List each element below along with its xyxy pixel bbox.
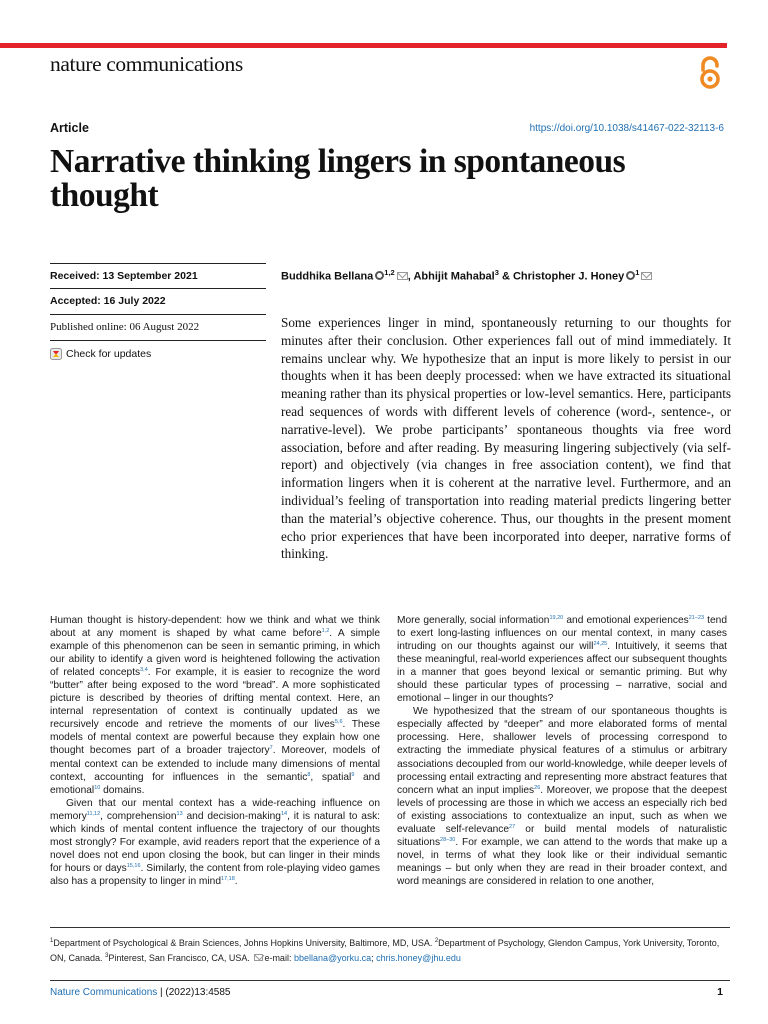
affiliation-text: Department of Psychological & Brain Sciences, Johns Hopkins University, Baltimore, MD, USA. bbox=[53, 938, 435, 948]
body-text: . For example, we can attend to the words that make up a novel, in terms of what they look like or their individual semantic meanings – but only when they are read in their broader context, and word meanings are considered in relation to one another, bbox=[397, 836, 727, 887]
body-text: or build mental models of naturalistic situations bbox=[397, 823, 727, 848]
citation-ref[interactable]: 28–30 bbox=[440, 836, 456, 843]
affiliation-ref: 1 bbox=[635, 268, 640, 277]
divider bbox=[50, 263, 266, 264]
email-link[interactable]: bbellana@yorku.ca bbox=[293, 953, 372, 963]
citation-ref[interactable]: 11,12 bbox=[86, 810, 101, 817]
body-text: . Similarly, the content from role-playing video games also has a propensity to linger in mind bbox=[50, 862, 380, 887]
author-name[interactable]: Abhijit Mahabal bbox=[413, 270, 495, 283]
email-icon bbox=[254, 954, 263, 961]
citation-ref[interactable]: 9 bbox=[351, 771, 355, 778]
check-for-updates-button[interactable] bbox=[50, 348, 266, 360]
citation-ref[interactable]: 13 bbox=[176, 810, 183, 817]
citation-ref[interactable]: 3,4 bbox=[140, 667, 148, 674]
body-text: Given that our mental context has a wide-reaching influence on memory bbox=[50, 797, 380, 822]
body-text: . These models of mental context are powerful because they explain how one thought becomes part of a broader trajectory bbox=[50, 719, 381, 757]
body-paragraph bbox=[397, 614, 727, 705]
body-text: More generally, social information bbox=[397, 615, 550, 626]
footer-volume: | (2022)13:4585 bbox=[157, 987, 231, 998]
body-text: Human thought is history-dependent: how we think and what we think about at any moment is shaped by what came before bbox=[50, 615, 380, 640]
body-text: , spatial bbox=[310, 771, 352, 783]
accepted-date: Accepted: 16 July 2022 bbox=[50, 295, 166, 307]
affiliation-number: 1 bbox=[50, 938, 54, 944]
affiliation-number: 2 bbox=[434, 938, 439, 944]
email-separator: ; bbox=[371, 953, 377, 963]
body-text: , it is natural to ask: which kinds of mental content influence the trajectory of our thoughts most strongly? For example, avid readers report that the experience of a novel does not end upon closing the book, but can linger in their minds for hours or days bbox=[50, 810, 380, 874]
check-updates-icon bbox=[50, 348, 62, 360]
top-accent-bar bbox=[0, 43, 727, 48]
orcid-icon[interactable] bbox=[626, 271, 635, 280]
citation-ref[interactable]: 26 bbox=[534, 784, 541, 791]
check-updates-label: Check for updates bbox=[66, 348, 152, 360]
affiliation-ref: 3 bbox=[494, 268, 499, 277]
page-number: 1 bbox=[717, 986, 723, 998]
body-paragraph bbox=[50, 797, 380, 888]
citation-ref[interactable]: 5,6 bbox=[334, 719, 343, 726]
journal-logo: nature communications bbox=[50, 52, 243, 76]
email-icon[interactable] bbox=[641, 272, 652, 280]
author-name[interactable]: Christopher J. Honey bbox=[512, 270, 625, 283]
body-text: and emotional experiences bbox=[563, 615, 689, 626]
divider bbox=[50, 314, 266, 315]
body-text: tend to exert long-lasting influences on our mental context, in many cases intruding on our thoughts against our will bbox=[397, 615, 727, 653]
author-name[interactable]: Buddhika Bellana bbox=[281, 270, 374, 283]
citation-ref[interactable]: 14 bbox=[280, 810, 288, 817]
affiliation-text: Department of Psychology, Glendon Campus, York University, Toronto, ON, Canada. bbox=[50, 938, 720, 963]
citation-ref[interactable]: 19,20 bbox=[549, 615, 564, 621]
body-text: domains. bbox=[100, 784, 145, 796]
body-paragraph bbox=[50, 614, 380, 797]
citation-ref[interactable]: 10 bbox=[94, 784, 101, 791]
citation-ref[interactable]: 27 bbox=[509, 823, 516, 830]
body-text: . A simple example of this phenomenon can be seen in semantic priming, in which our ability to identify a given word is heightened following the activation of related concepts bbox=[50, 628, 380, 679]
footer-journal-name[interactable]: Nature Communications bbox=[50, 987, 158, 998]
article-title: Narrative thinking lingers in spontaneous thought bbox=[50, 143, 626, 214]
email-link[interactable]: chris.honey@jhu.edu bbox=[376, 953, 461, 963]
affiliations-footnote bbox=[50, 935, 730, 965]
author-separator: , bbox=[407, 270, 414, 283]
body-text: We hypothesized that the stream of our spontaneous thoughts is especially affected by “deeper” and more elaborated forms of mental processing. Here, shallower levels of processing correspond to extracting the immediate physical features of a stimulus or arbitrary associations decoupled from our world-knowledge, while deeper levels of processing entail extracting and representing more abstract features that concern what an input implies bbox=[397, 706, 727, 796]
divider bbox=[50, 340, 266, 341]
body-text: . Intuitively, it seems that these meaningful, real-world experiences affect our subsequent thoughts in a manner that goes beyond lexical or semantic priming. But why should these particular types of processing – narrative, social and emotional – linger in our thoughts? bbox=[397, 641, 727, 705]
body-text: and decision-making bbox=[182, 810, 281, 822]
email-label: e-mail: bbox=[264, 953, 294, 963]
article-type-label: Article bbox=[50, 121, 89, 135]
affiliation-number: 3 bbox=[105, 953, 109, 959]
body-text: and emotional bbox=[50, 771, 380, 796]
citation-ref[interactable]: 1,2 bbox=[321, 628, 330, 635]
citation-ref[interactable]: 21–23 bbox=[688, 615, 705, 621]
citation-ref[interactable]: 7 bbox=[269, 745, 273, 752]
affiliation-text: Pinterest, San Francisco, CA, USA. bbox=[108, 953, 253, 963]
citation-ref[interactable]: 17,18 bbox=[221, 875, 235, 882]
author-list bbox=[281, 268, 731, 283]
body-paragraph bbox=[397, 705, 727, 888]
citation-ref[interactable]: 15,16 bbox=[126, 862, 141, 869]
footer-citation bbox=[50, 987, 230, 998]
citation-ref[interactable]: 8 bbox=[307, 771, 311, 778]
open-access-icon[interactable] bbox=[697, 56, 723, 90]
email-icon[interactable] bbox=[397, 272, 408, 280]
citation-ref[interactable]: 24,25 bbox=[593, 641, 608, 648]
author-separator: & bbox=[498, 270, 513, 283]
body-text: . Moreover, models of mental context can be extended to include many dimensions of mental context, accounting for influences in the semantic bbox=[50, 745, 380, 783]
body-text: . Moreover, we propose that the deepest levels of processing are those in which we access an especially rich bed of existing associations to contextualize an input, such as when we evaluate self-relevance bbox=[397, 784, 727, 835]
footnote-divider bbox=[50, 927, 730, 928]
orcid-icon[interactable] bbox=[375, 271, 384, 280]
abstract: Some experiences linger in mind, spontaneously returning to our thoughts for minutes after their conclusion. Other experiences fall out of mind immediately. It remains unclear why. We hypothesize that an input is more likely to persist in our thoughts when it has been deeply processed: when we have extracted its situational meaning rather than its physical properties or low-level semantics. Here, participants read sequences of words with different levels of coherence (word-, sentence-, or narrative-level). We probe participants’ spontaneous thoughts via free word association, before and after reading. By measuring lingering subjectively (via self-report) and objectively (via changes in free association content), we find that information lingers when it is coherent at the narrative level. Furthermore, and an individual’s feeling of transportation into reading material predicts lingering better than the material’s objective coherence. Thus, our thoughts in the present moment echo prior experiences that have been incorporated into deeper, narrative forms of thinking. bbox=[281, 315, 731, 562]
published-date: Published online: 06 August 2022 bbox=[50, 321, 200, 333]
affiliation-ref: 1,2 bbox=[384, 268, 395, 277]
body-column-left bbox=[50, 614, 380, 888]
doi-link[interactable]: https://doi.org/10.1038/s41467-022-32113-6 bbox=[529, 123, 724, 134]
body-text: . For example, it is easier to recognize the word “butter” after being exposed to the word “bread”. A more sophisticated picture is described by theories of drifting mental context. Here, an internal representation of context is continually updated as we recursively encode and retrieve the moments of our lives bbox=[50, 667, 380, 731]
body-text: . bbox=[234, 875, 238, 887]
received-date: Received: 13 September 2021 bbox=[50, 270, 198, 282]
divider bbox=[50, 288, 266, 289]
body-column-right bbox=[397, 614, 727, 888]
body-text: , comprehension bbox=[100, 810, 177, 822]
footer-divider bbox=[50, 980, 730, 981]
